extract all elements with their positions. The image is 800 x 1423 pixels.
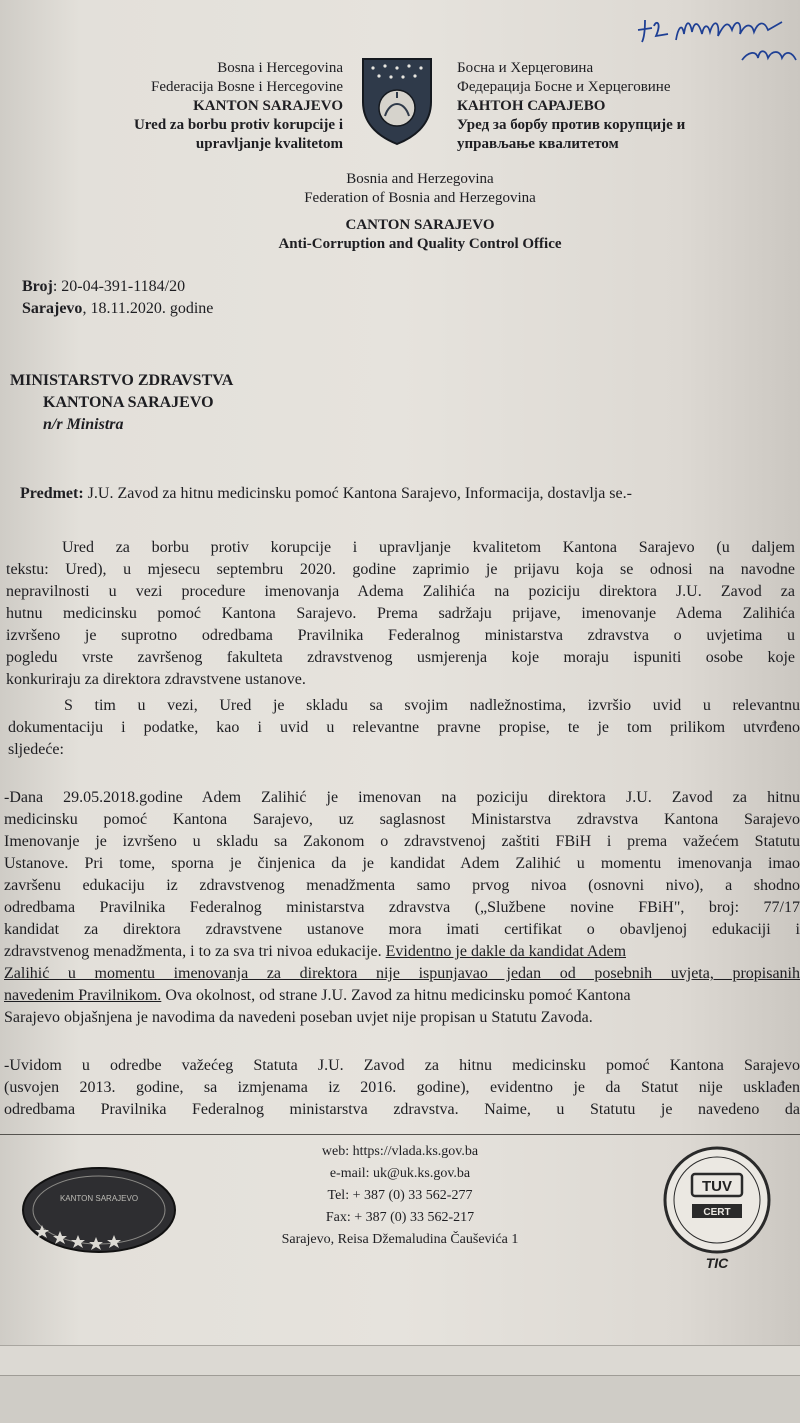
footer-divider [0,1134,800,1135]
para1-line-1: Ured za borbu protiv korupcije i upravljanje kvalitetom Kantona Sarajevo (u daljem [62,539,795,556]
para3-line-7: kandidat za direktora zdravstvene ustanove mora imati certifikat o obavljenoj edukaciji i [4,921,800,938]
para3-line-5: završenu edukaciju iz zdravstvenog menadžmenta samo prvog nivoa (osnovni nivo), a shodno [4,877,800,894]
handwritten-note [632,0,800,75]
recipient-line-3: n/r Ministra [43,416,124,433]
footer-web: web: https://vlada.ks.gov.ba [321,1144,479,1159]
header-canton-sr: КАНТОН САРАЈЕВО [457,98,606,114]
header-country-bs: Bosna i Hercegovina [217,60,343,76]
para2-line-3: sljedeće: [8,741,64,758]
svg-text:TIC: TIC [705,1255,729,1271]
reference-number: Broj: 20-04-391-1184/20 [22,278,186,295]
para3-line-1: -Dana 29.05.2018.godine Adem Zalihić je imenovan na poziciju direktora J.U. Zavod za hitnu [4,789,800,806]
para1-line-5: izvršeno je suprotno odredbama Pravilnika Federalnog ministarstva zdravstva o uvjetima u [6,627,795,644]
para1-line-7: konkuriraju za direktora zdravstvene ustanove. [6,671,306,688]
para3-line-9: Zalihić u momentu imenovanja za direktora nije ispunjavao jedan od posebnih uvjeta, propisanih [4,965,800,982]
canton-oval-seal [20,1165,178,1255]
header-office-sr-1: Уред за борбу против корупције и [457,117,686,133]
header-office-en: Anti-Corruption and Quality Control Office [278,236,562,252]
header-office-bs-1: Ured za borbu protiv korupcije i [133,117,343,133]
para1-line-4: hutnu medicinsku pomoć Kantona Sarajevo. Prema sadržaju prijave, imenovanje Adema Zalihića [6,605,795,622]
para2-line-2: dokumentaciju i podatke, kao i uvid u relevantne pravne propise, te je tom prilikom utvrđeno [8,719,800,736]
para4-line-1: -Uvidom u odredbe važećeg Statuta J.U. Zavod za hitnu medicinsku pomoć Kantona Sarajevo [4,1057,800,1074]
header-country-sr: Босна и Херцеговина [457,60,594,76]
para3-line-2: medicinsku pomoć Kantona Sarajevo, uz saglasnost Ministarstva zdravstva Kantona Sarajevo [4,811,800,828]
footer-tel: Tel: + 387 (0) 33 562-277 [327,1188,473,1203]
header-federation-sr: Федерација Босне и Херцеговине [457,79,671,95]
recipient-line-1: MINISTARSTVO ZDRAVSTVA [10,372,234,389]
para1-line-6: pogledu vrste završenog fakulteta zdravstvenog usmjerenja koje moraju ispuniti osobe koje [6,649,795,666]
para4-line-3: odredbama Pravilnika Federalnog ministarstva zdravstva. Naime, u Statutu je navedeno da [4,1101,800,1118]
header-office-bs-2: upravljanje kvalitetom [195,136,343,152]
para2-line-1: S tim u vezi, Ured je skladu sa svojim nadležnostima, izvršio uvid u relevantnu [64,697,800,714]
svg-text:KANTON SARAJEVO: KANTON SARAJEVO [59,1194,139,1203]
recipient-line-2: KANTONA SARAJEVO [43,394,214,411]
svg-text:TUV: TUV [702,1178,732,1195]
para3-line-4: Ustanove. Pri tome, sporna je činjenica da je kandidat Adem Zalihić u momentu imenovanja imao [4,855,800,872]
underlying-page-edge [0,1345,800,1376]
header-canton-bs: KANTON SARAJEVO [193,98,343,114]
header-federation-en: Federation of Bosnia and Herzegovina [304,190,536,206]
para3-line-8: zdravstvenog menadžmenta, i to za sva tri nivoa edukacije. Evidentno je dakle da kandidat Adem [4,943,627,960]
footer-address: Sarajevo, Reisa Džemaludina Čauševića 1 [281,1232,519,1247]
header-federation-bs: Federacija Bosne i Hercegovine [150,79,343,95]
para3-line-3: Imenovanje je izvršeno u skladu sa Zakonom o zdravstvenoj zaštiti FBiH i prema važećem Statutu [4,833,800,850]
underlying-page-edge-2 [0,1375,800,1423]
footer-email: e-mail: uk@uk.ks.gov.ba [329,1166,471,1181]
para1-line-3: nepravilnosti u vezi procedure imenovanja Adema Zalihića na poziciju direktora J.U. Zavod za [6,583,795,600]
highlighted-finding-start: Evidentno je dakle da kandidat Adem [385,943,627,960]
para3-line-6: odredbama Pravilnika Federalnog ministarstva zdravstva („Službene novine FBiH", broj: 77/17 [4,899,800,916]
letter-date: Sarajevo, 18.11.2020. godine [22,300,214,317]
para3-line-10: navedenim Pravilnikom. Ova okolnost, od strane J.U. Zavod za hitnu medicinsku pomoć Kantona [4,987,631,1004]
tuv-certification-seal [660,1140,775,1275]
header-canton-en: CANTON SARAJEVO [345,217,495,233]
header-country-en: Bosnia and Herzegovina [346,171,494,187]
svg-text:CERT: CERT [703,1207,731,1218]
para4-line-2: (usvojen 2013. godine, sa izmjenama iz 2016. godine), evidentno je da Statut nije usklađen [4,1079,800,1096]
canton-crest-icon [360,56,434,146]
highlighted-finding-end: navedenim Pravilnikom. [4,987,162,1004]
para1-line-2: tekstu: Ured), u mjesecu septembru 2020. godine zaprimio je prijavu koja se odnosi na navodne [6,561,795,578]
header-office-sr-2: управљање квалитетом [457,136,619,152]
subject-line: Predmet: J.U. Zavod za hitnu medicinsku pomoć Kantona Sarajevo, Informacija, dostavlja se.- [20,485,632,502]
para3-line-11: Sarajevo objašnjena je navodima da navedeni poseban uvjet nije propisan u Statutu Zavoda. [4,1009,593,1026]
footer-fax: Fax: + 387 (0) 33 562-217 [325,1210,475,1225]
